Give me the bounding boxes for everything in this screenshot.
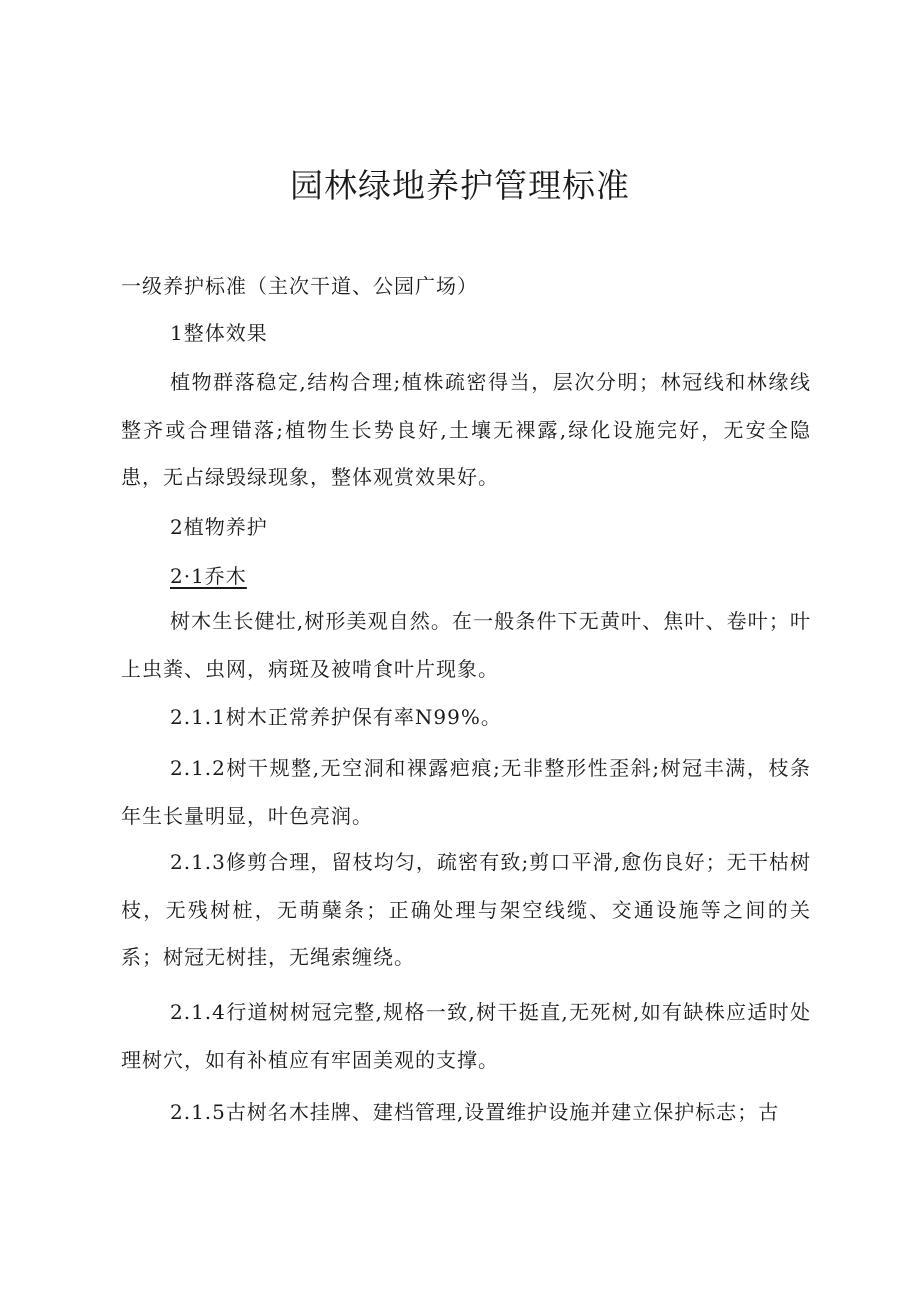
section-2-1-paragraph: 树木生长健壮,树形美观自然。在一般条件下无黄叶、焦叶、卷叶；叶上虫粪、虫网，病斑及被啃食叶片现象。	[121, 609, 811, 681]
section-2-1-heading: 2·1乔木	[170, 564, 247, 588]
section-2-1-4-paragraph: 2.1.4行道树树冠完整,规格一致,树干挺直,无死树,如有缺株应适时处理树穴，如有补植应有牢固美观的支撑。	[121, 1000, 811, 1072]
section-2-1-2-paragraph: 2.1.2树干规整,无空洞和裸露疤痕;无非整形性歪斜;树冠丰满，枝条年生长量明显，叶色亮润。	[121, 756, 811, 828]
section-2-1-1-paragraph: 2.1.1树木正常养护保有率N99%。	[170, 705, 502, 729]
section-2-heading: 2植物养护	[170, 515, 268, 539]
section-2-1-5-paragraph: 2.1.5古树名木挂牌、建档管理,设置维护设施并建立保护标志；古	[170, 1100, 780, 1124]
section-2-1-3-paragraph: 2.1.3修剪合理，留枝均匀，疏密有致;剪口平滑,愈伤良好；无干枯树枝，无残树桩，无萌蘖条；正确处理与架空线缆、交通设施等之间的关系；树冠无树挂，无绳索缠绕。	[121, 850, 811, 969]
section-1-heading: 1整体效果	[170, 321, 268, 345]
level-heading: 一级养护标准（主次干道、公园广场）	[121, 274, 478, 298]
document-title: 园林绿地养护管理标准	[290, 166, 630, 205]
section-1-paragraph: 植物群落稳定,结构合理;植株疏密得当，层次分明；林冠线和林缘线整齐或合理错落;植物生长势良好,土壤无裸露,绿化设施完好，无安全隐患，无占绿毁绿现象，整体观赏效果好。	[121, 370, 811, 489]
